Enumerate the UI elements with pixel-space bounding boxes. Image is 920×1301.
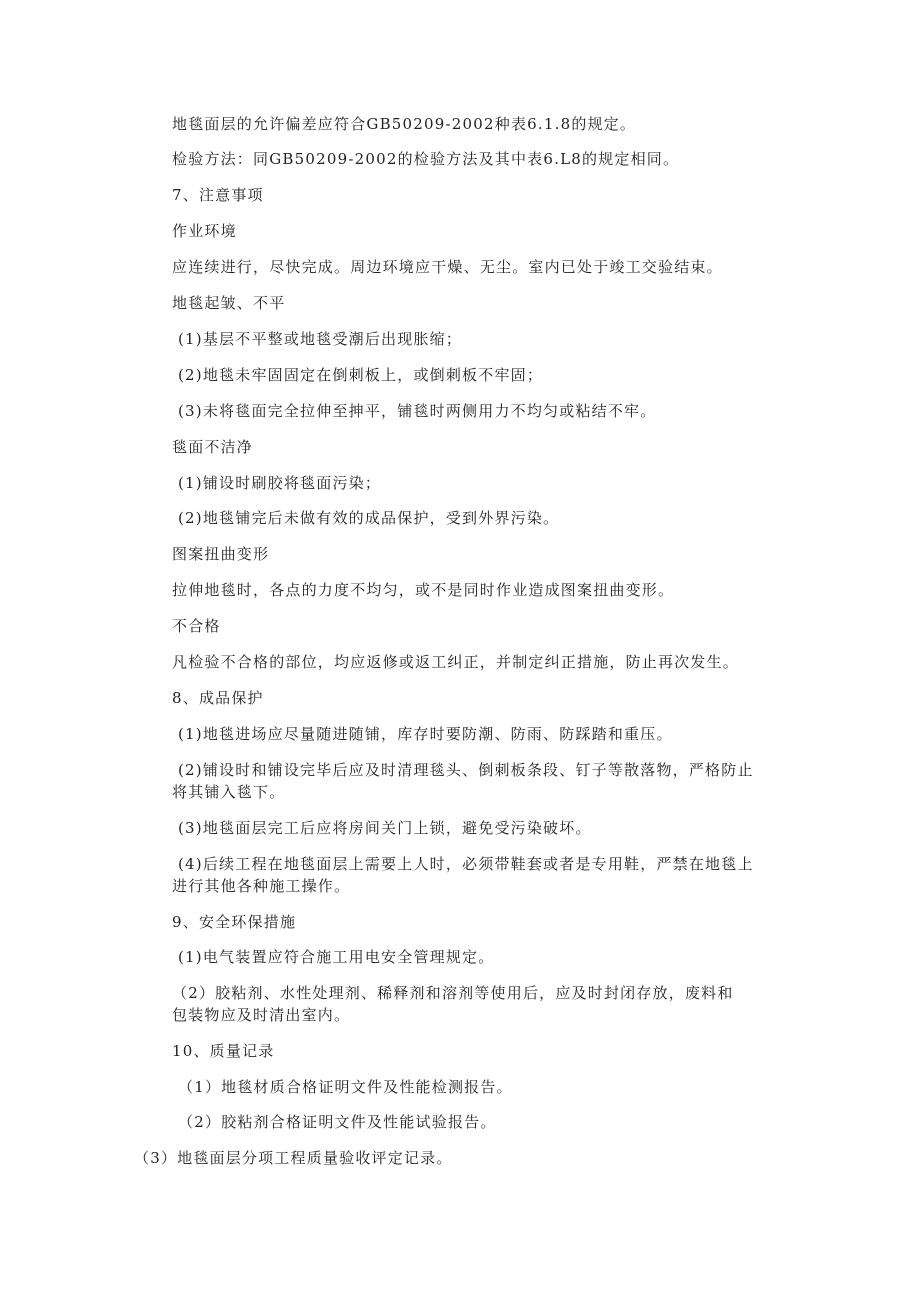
list-item-protection-2: (2)铺设时和铺设完毕后应及时清理毯头、倒刺板条段、钉子等散落物，严格防止 <box>178 761 754 779</box>
subheading-nonconforming: 不合格 <box>172 617 221 635</box>
list-item-record-2: （2）胶粘剂合格证明文件及性能试验报告。 <box>178 1113 497 1131</box>
subheading-dirty-surface: 毯面不洁净 <box>172 438 254 456</box>
text-line-14: 拉伸地毯时，各点的力度不均匀，或不是同时作业造成图案扭曲变形。 <box>172 581 675 599</box>
text-line-1: 地毯面层的允许偏差应符合GB50209-2002种表6.1.8的规定。 <box>172 115 637 133</box>
text-line-2: 检验方法：同GB50209-2002的检验方法及其中表6.L8的规定相同。 <box>172 150 680 168</box>
list-item-wrinkle-2: (2)地毯未牢固固定在倒刺板上，或倒刺板不牢固； <box>178 366 544 384</box>
list-item-safety-2: （2）胶粘剂、水性处理剂、稀释剂和溶剂等使用后，应及时封闭存放，废料和 <box>172 984 734 1002</box>
list-item-dirty-1: (1)铺设时刷胶将毯面污染； <box>178 474 382 492</box>
section-heading-10: 10、质量记录 <box>172 1042 275 1060</box>
section-heading-8: 8、成品保护 <box>172 689 264 707</box>
list-item-record-1: （1）地毯材质合格证明文件及性能检测报告。 <box>178 1078 513 1096</box>
subheading-work-environment: 作业环境 <box>172 222 237 240</box>
list-item-dirty-2: (2)地毯铺完后未做有效的成品保护，受到外界污染。 <box>178 509 560 527</box>
subheading-pattern-distortion: 图案扭曲变形 <box>172 545 270 563</box>
list-item-protection-4: (4)后续工程在地毯面层上需要上人时，必须带鞋套或者是专用鞋，严禁在地毯上 <box>178 855 754 873</box>
list-item-wrinkle-1: (1)基层不平整或地毯受潮后出现胀缩； <box>178 330 463 348</box>
subheading-carpet-wrinkle: 地毯起皱、不平 <box>172 294 286 312</box>
list-item-safety-2-cont: 包装物应及时清出室内。 <box>172 1006 351 1024</box>
list-item-wrinkle-3: (3)未将毯面完全拉伸至抻平，铺毯时两侧用力不均匀或粘结不牢。 <box>178 402 657 420</box>
list-item-safety-1: (1)电气装置应符合施工用电安全管理规定。 <box>178 948 495 966</box>
text-line-5: 应连续进行，尽快完成。周边环境应干燥、无尘。室内已处于竣工交验结束。 <box>172 258 723 276</box>
list-item-protection-3: (3)地毯面层完工后应将房间关门上锁，避免受污染破坏。 <box>178 819 592 837</box>
list-item-protection-1: (1)地毯进场应尽量随进随铺，库存时要防潮、防雨、防踩踏和重压。 <box>178 725 673 743</box>
text-line-16: 凡检验不合格的部位，均应返修或返工纠正，并制定纠正措施，防止再次发生。 <box>172 653 740 671</box>
list-item-protection-4-cont: 进行其他各种施工操作。 <box>172 877 351 895</box>
list-item-record-3: （3）地毯面层分项工程质量验收评定记录。 <box>134 1149 453 1167</box>
section-heading-7: 7、注意事项 <box>172 186 264 204</box>
list-item-protection-2-cont: 将其铺入毯下。 <box>172 783 286 801</box>
section-heading-9: 9、安全环保措施 <box>172 913 297 931</box>
